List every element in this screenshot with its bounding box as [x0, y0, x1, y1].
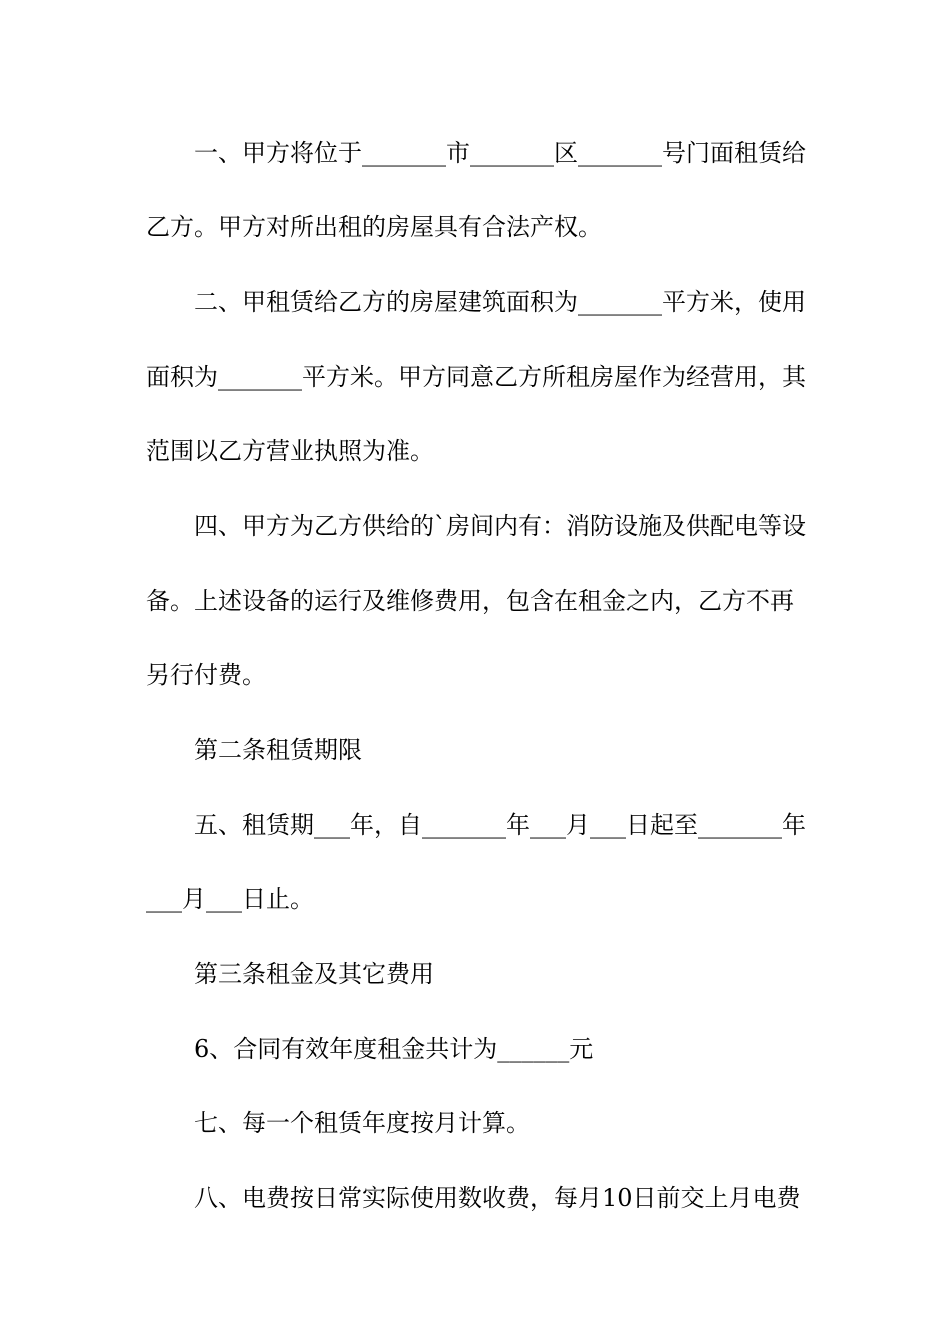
clause-4-line-1: 四、甲方为乙方供给的`房间内有：消防设施及供配电等设	[194, 512, 806, 540]
clause-6-line: 6、合同有效年度租金共计为______元	[194, 1035, 594, 1063]
clause-1-line-1: 一、甲方将位于_______市_______区_______号门面租赁给	[194, 139, 806, 167]
clause-5-line-2: ___月___日止。	[146, 885, 314, 913]
clause-5-line-1: 五、租赁期___年，自_______年___月___日起至_______年	[194, 811, 806, 839]
section-heading-term: 第二条租赁期限	[194, 736, 362, 764]
section-heading-rent: 第三条租金及其它费用	[194, 960, 434, 988]
clause-2-line-1: 二、甲租赁给乙方的房屋建筑面积为_______平方米，使用	[194, 288, 806, 316]
clause-2-line-2: 面积为_______平方米。甲方同意乙方所租房屋作为经营用，其	[146, 363, 806, 391]
clause-4-line-2: 备。上述设备的运行及维修费用，包含在租金之内，乙方不再	[146, 587, 794, 615]
clause-8-line-1: 八、电费按日常实际使用数收费，每月10日前交上月电费	[194, 1184, 801, 1212]
clause-2-line-3: 范围以乙方营业执照为准。	[146, 437, 434, 465]
clause-4-line-3: 另行付费。	[146, 661, 266, 689]
clause-1-line-2: 乙方。甲方对所出租的房屋具有合法产权。	[146, 213, 602, 241]
clause-7-line: 七、每一个租赁年度按月计算。	[194, 1109, 530, 1137]
